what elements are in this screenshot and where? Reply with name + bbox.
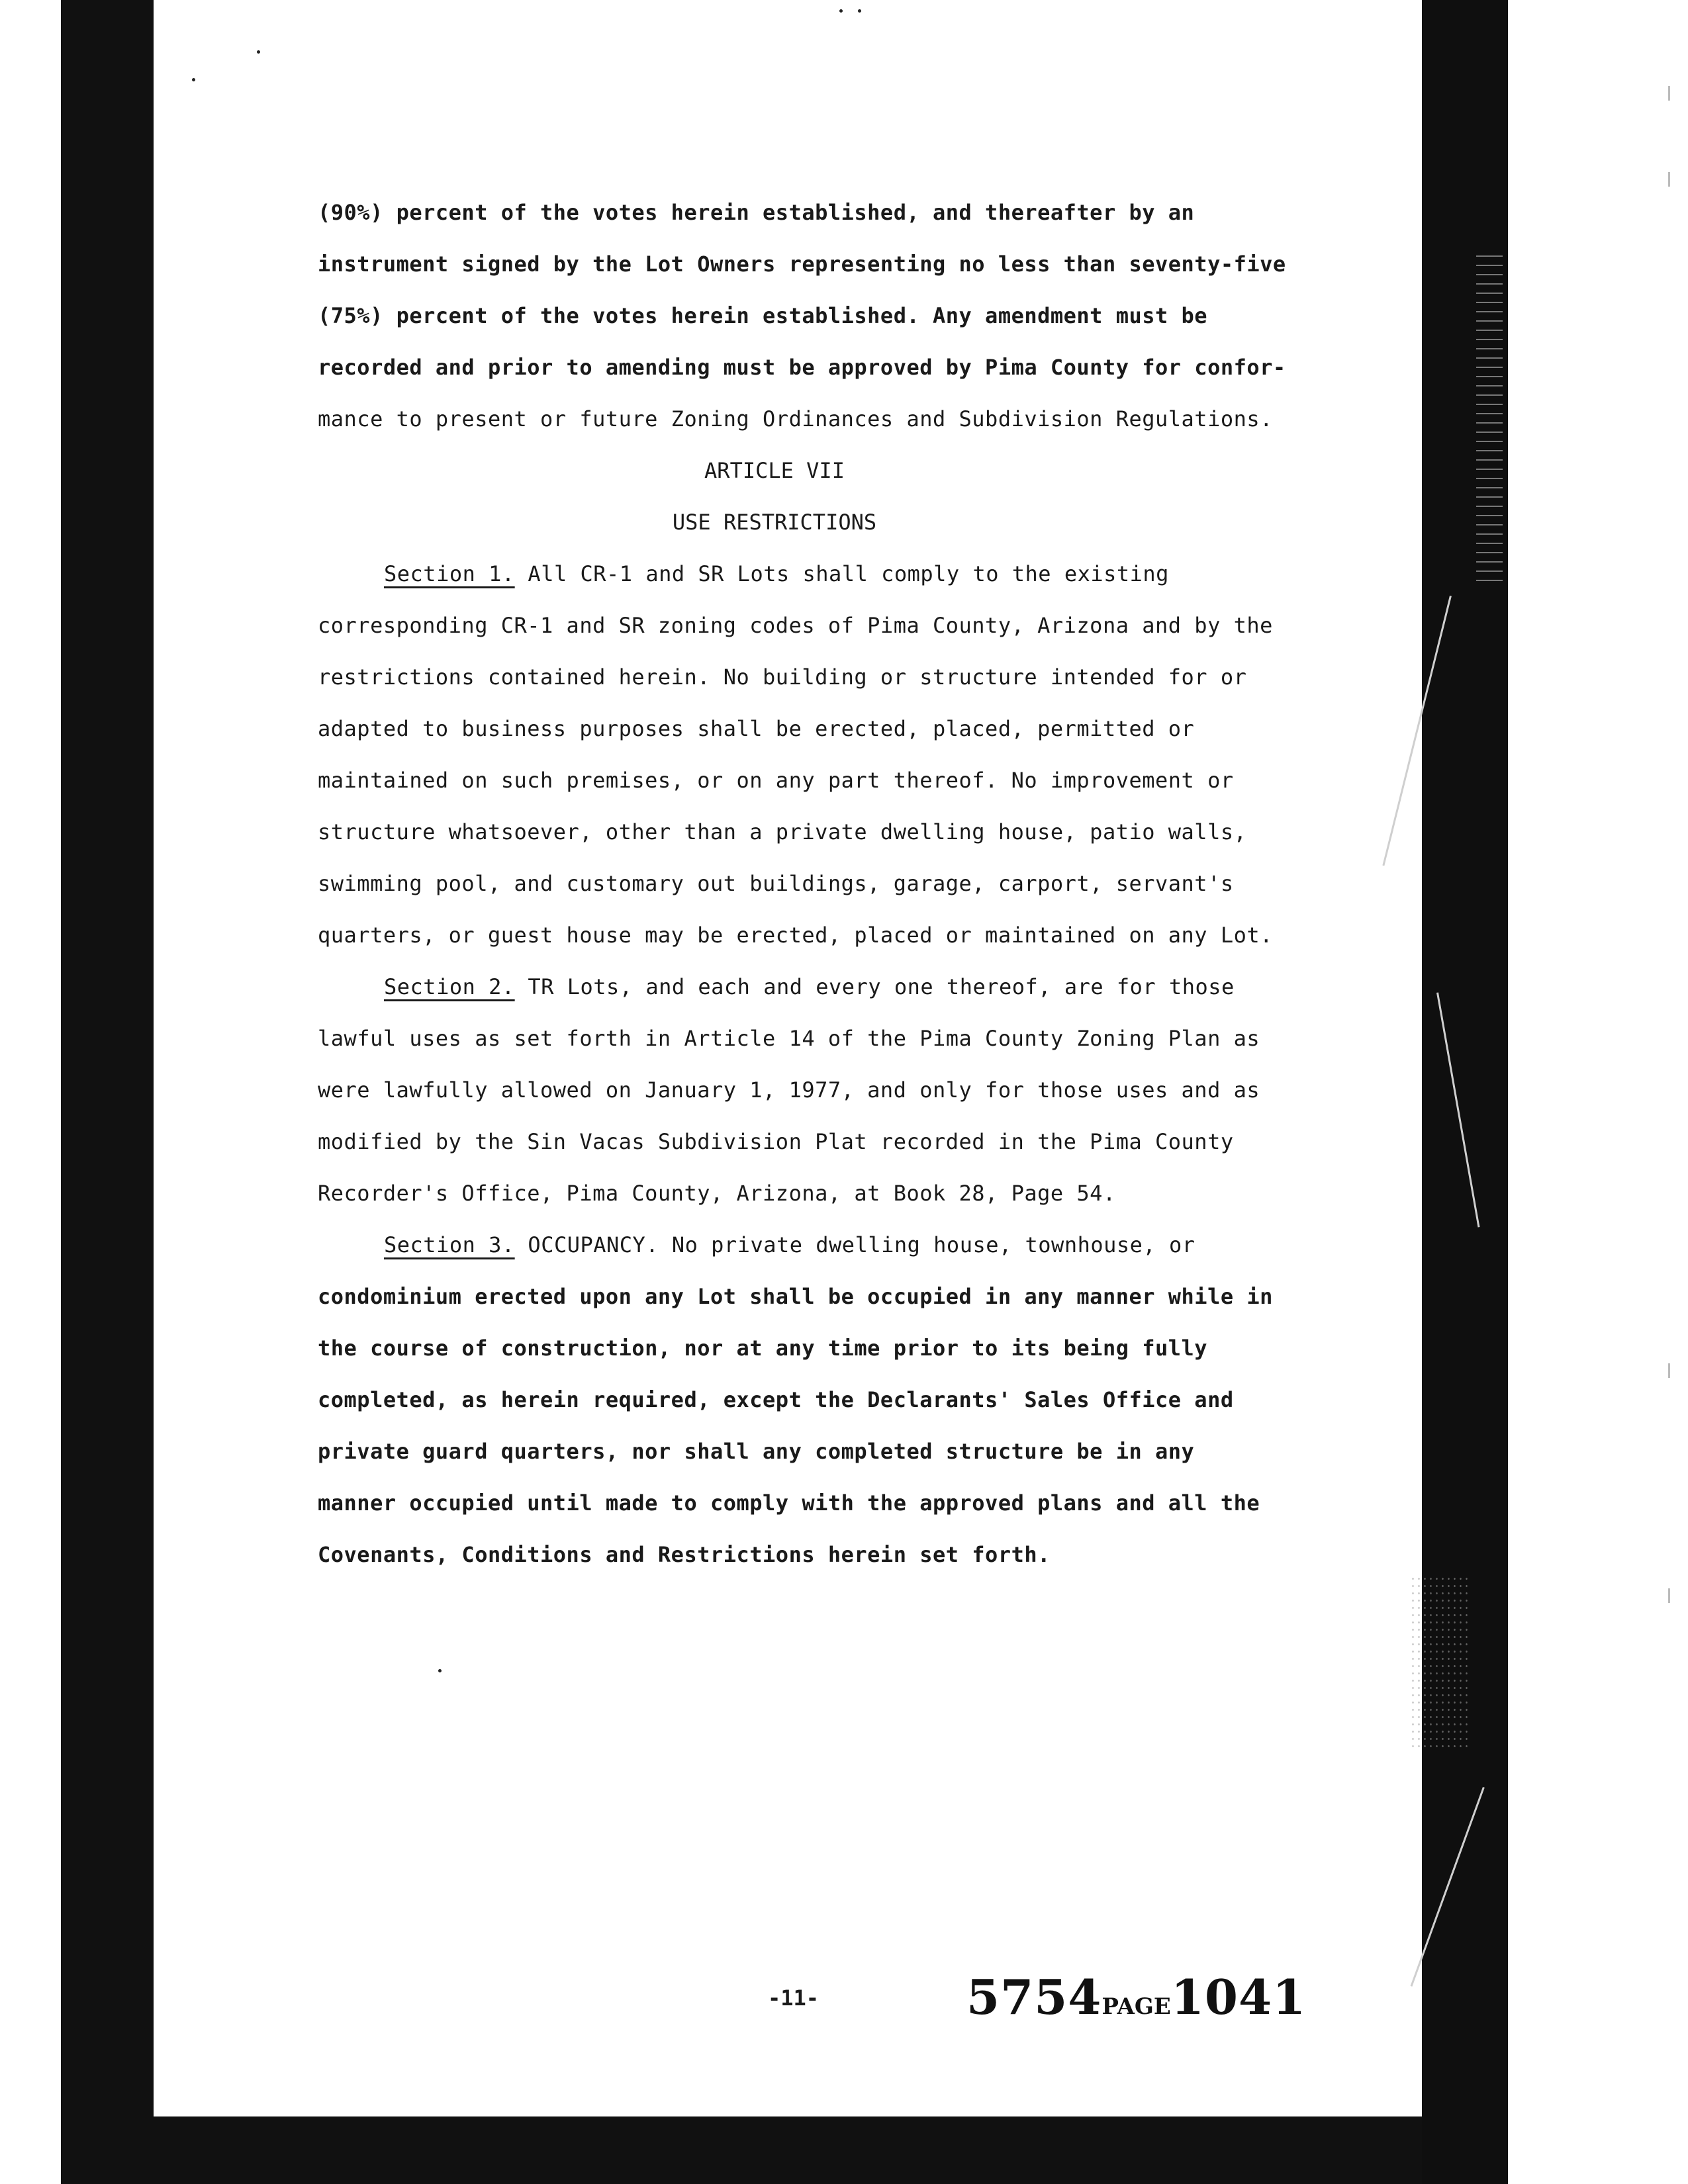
scan-mark [1668, 86, 1670, 101]
text-line: restrictions contained herein. No building or structure intended for or [318, 664, 1247, 690]
scan-edge-left [61, 0, 154, 2184]
section-1 [318, 548, 1284, 961]
scan-dot [839, 9, 843, 13]
text-line: manner occupied until made to comply with the approved plans and all the [318, 1490, 1260, 1516]
paragraph-amendment [318, 187, 1284, 445]
text-line: maintained on such premises, or on any part thereof. No improvement or [318, 768, 1234, 793]
text-line: Covenants, Conditions and Restrictions herein set forth. [318, 1542, 1051, 1567]
text-line: recorded and prior to amending must be approved by Pima County for confor- [318, 355, 1286, 380]
text-line: condominium erected upon any Lot shall be occupied in any manner while in [318, 1284, 1273, 1309]
section-first-line [318, 1219, 1284, 1271]
page-number: -11- [768, 1985, 820, 2011]
section-first-line [318, 548, 1284, 600]
text-line: quarters, or guest house may be erected, placed or maintained on any Lot. [318, 923, 1273, 948]
section-label: Section 2. [384, 974, 515, 999]
document-body [318, 187, 1284, 1580]
section-label: Section 1. [384, 561, 515, 586]
text-line: instrument signed by the Lot Owners representing no less than seventy-five [318, 251, 1286, 277]
text-line: swimming pool, and customary out buildings, garage, carport, servant's [318, 871, 1234, 896]
text-line: lawful uses as set forth in Article 14 of the Pima County Zoning Plan as [318, 1026, 1260, 1051]
scan-edge-bottom [154, 2116, 1422, 2184]
scan-mark [1668, 1363, 1670, 1378]
scan-dot [438, 1669, 442, 1672]
scan-edge-speckle [1476, 251, 1503, 582]
text-span: TR Lots, and each and every one thereof, are for those [514, 974, 1235, 999]
article-subtitle: USE RESTRICTIONS [672, 510, 877, 535]
section-3 [318, 1219, 1284, 1580]
text-line: modified by the Sin Vacas Subdivision Plat recorded in the Pima County [318, 1129, 1234, 1154]
text-line: adapted to business purposes shall be erected, placed, permitted or [318, 716, 1195, 741]
article-title: ARTICLE VII [704, 458, 845, 483]
scan-noise [1410, 1575, 1470, 1747]
scan-mark [1668, 1588, 1670, 1603]
text-line: completed, as herein required, except the Declarants' Sales Office and [318, 1387, 1234, 1412]
text-span: All CR-1 and SR Lots shall comply to the existing [514, 561, 1169, 586]
text-line: corresponding CR-1 and SR zoning codes of Pima County, Arizona and by the [318, 613, 1273, 638]
page-word: PAGE [1102, 1993, 1171, 2020]
text-line: the course of construction, nor at any time prior to its being fully [318, 1336, 1208, 1361]
text-line: private guard quarters, nor shall any completed structure be in any [318, 1439, 1195, 1464]
text-line: (90%) percent of the votes herein established, and thereafter by an [318, 200, 1195, 225]
section-first-line [318, 961, 1284, 1013]
book-number: 5754 [966, 1969, 1102, 2025]
recording-stamp [966, 1969, 1306, 2025]
text-line: structure whatsoever, other than a private dwelling house, patio walls, [318, 819, 1247, 844]
text-line: mance to present or future Zoning Ordinances and Subdivision Regulations. [318, 406, 1273, 432]
section-2 [318, 961, 1284, 1219]
scan-dot [858, 9, 861, 13]
section-label: Section 3. [384, 1232, 515, 1257]
scan-dot [257, 50, 260, 54]
text-line: Recorder's Office, Pima County, Arizona, at Book 28, Page 54. [318, 1181, 1116, 1206]
text-span: OCCUPANCY. No private dwelling house, townhouse, or [514, 1232, 1196, 1257]
scan-dot [192, 78, 195, 81]
text-line: (75%) percent of the votes herein established. Any amendment must be [318, 303, 1208, 328]
scan-mark [1668, 172, 1670, 187]
recorded-page-number: 1041 [1170, 1969, 1307, 2025]
text-line: were lawfully allowed on January 1, 1977, and only for those uses and as [318, 1077, 1260, 1103]
